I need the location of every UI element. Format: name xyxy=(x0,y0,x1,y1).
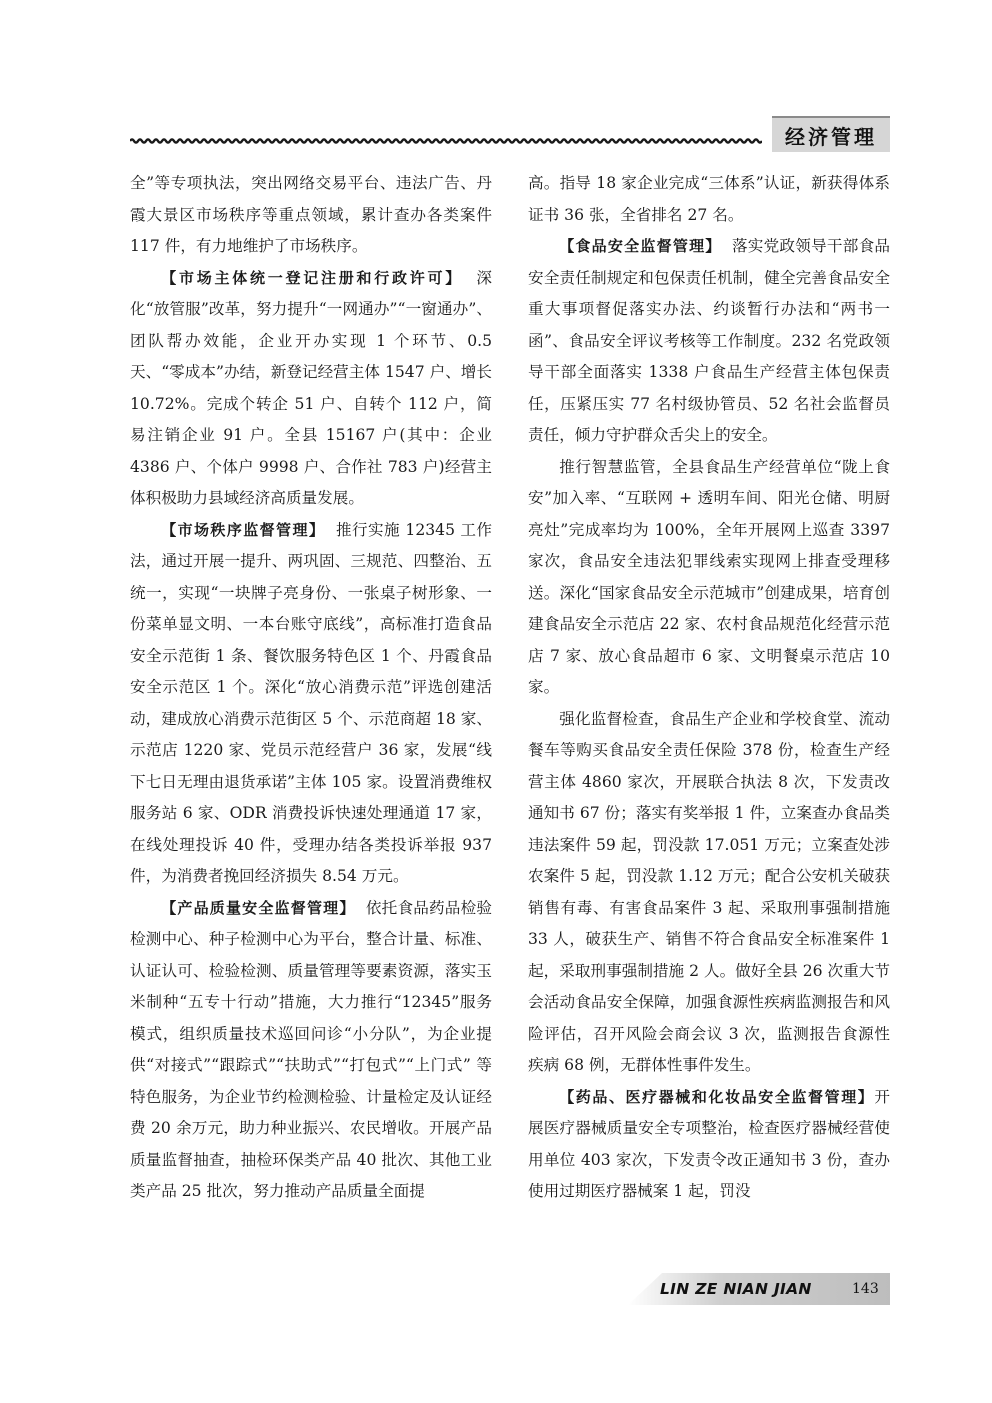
paragraph: 强化监督检查，食品生产企业和学校食堂、流动餐车等购买食品安全责任保险 378 份，检查生产经营主体 4860 家次，开展联合执法 8 次，下发责改通知书 67 份；落实有奖举报 1 件，立案查办食品类违法案件 59 起，罚没款 17.051 万元；立案查处涉农案件 5 起，罚没款 1.12 万元；配合公安机关破获销售有毒、有害食品案件 3 起、采取刑事强制措施 33 人，破获生产、销售不符合食品安全标准案件 1 起，采取刑事强制措施 2 人。做好全县 26 次重大节会活动食品安全保障，加强食源性疾病监测报告和风险评估，召开风险会商会议 3 次，监测报告食源性疾病 68 例，无群体性事件发生。 xyxy=(528,709,890,1074)
section-heading: 【产品质量安全监督管理】 xyxy=(161,898,356,917)
paragraph-text: 依托食品药品检验检测中心、种子检测中心为平台，整合计量、标准、认证认可、检验检测、质量管理等要素资源，落实玉米制种“五专十行动”措施，大力推行“12345”服务模式，组织质量技术巡回问诊“小分队”，为企业提供“对接式”“跟踪式”“扶助式”“打包式”“上门式” 等特色服务，为企业节约检测检验、计量检定及认证经费 20 余万元，助力种业振兴、农民增收。开展产品质量监督抽查，抽检环保类产品 40 批次、其他工业类产品 25 批次，努力推动产品质量全面提 xyxy=(130,898,492,1200)
paragraph: 推行智慧监管，全县食品生产经营单位“陇上食安”加入率、“互联网 + 透明车间、阳光仓储、明厨亮灶”完成率均为 100%，全年开展网上巡查 3397 家次，食品安全违法犯罪线索实现网上排查受理移送。深化“国家食品安全示范城市”创建成果，培育创建食品安全示范店 22 家、农村食品规范化经营示范店 7 家、放心食品超市 6 家、文明餐桌示范店 10 家。 xyxy=(528,457,890,696)
journal-name: LIN ZE NIAN JIAN xyxy=(660,1280,812,1298)
paragraph: 全”等专项执法，突出网络交易平台、违法广告、丹霞大景区市场秩序等重点领域，累计查办各类案件 117 件，有力地维护了市场秩序。 xyxy=(130,174,492,255)
section-heading: 【市场秩序监督管理】 xyxy=(161,520,326,539)
paragraph xyxy=(130,263,492,515)
paragraph: 高。指导 18 家企业完成“三体系”认证，新获得体系证书 36 张，全省排名 27 名。 xyxy=(528,174,890,224)
section-heading: 【市场主体统一登记注册和行政许可】 xyxy=(161,268,463,287)
left-column xyxy=(130,168,492,1208)
paragraph xyxy=(528,1082,890,1208)
section-heading: 【药品、医疗器械和化妆品安全监督管理】 xyxy=(559,1087,875,1106)
section-heading: 【食品安全监督管理】 xyxy=(559,237,722,255)
paragraph xyxy=(528,231,890,452)
paragraph xyxy=(130,893,492,1208)
paragraph-text: 开展医疗器械质量安全专项整治，检查医疗器械经营使用单位 403 家次，下发责令改正通知书 3 份，查办使用过期医疗器械案 1 起，罚没 xyxy=(528,1087,890,1200)
paragraph-text: 推行实施 12345 工作法，通过开展一提升、两巩固、三规范、四整治、五统一，实现“一块牌子亮身份、一张桌子树形象、一份菜单显文明、一本台账守底线”，高标准打造食品安全示范街 1 条、餐饮服务特色区 1 个、丹霞食品安全示范区 1 个。深化“放心消费示范”评选创建活动，建成放心消费示范街区 5 个、示范商超 18 家、示范店 1220 家、党员示范经营户 36 家，发展“线下七日无理由退货承诺”主体 105 家。设置消费维权服务站 6 家、ODR 消费投诉快速处理通道 17 家，在线处理投诉 40 件，受理办结各类投诉举报 937 件，为消费者挽回经济损失 8.54 万元。 xyxy=(130,520,492,885)
paragraph-text: 落实党政领导干部食品安全责任制规定和包保责任机制，健全完善食品安全重大事项督促落实办法、约谈暂行办法和“两书一函”、食品安全评议考核等工作制度。232 名党政领导干部全面落实 1338 户食品生产经营主体包保责任，压紧压实 77 名村级协管员、52 名社会监督员责任，倾力守护群众舌尖上的安全。 xyxy=(528,237,890,444)
right-column xyxy=(528,168,890,1208)
header-wave-rule xyxy=(130,132,762,150)
section-title: 经济管理 xyxy=(772,116,890,152)
paragraph-text: 深化“放管服”改革，努力提升“一网通办”“一窗通办”、团队帮办效能，企业开办实现 1 个环节、0.5 天、“零成本”办结，新登记经营主体 1547 户、增长 10.72%。完成个转企 51 户、自转个 112 户，简易注销企业 91 户。全县 15167 户(其中：企业 4386 户、个体户 9998 户、合作社 783 户)经营主体积极助力县域经济高质量发展。 xyxy=(130,268,492,507)
paragraph xyxy=(130,515,492,893)
page-number: 143 xyxy=(852,1281,879,1297)
